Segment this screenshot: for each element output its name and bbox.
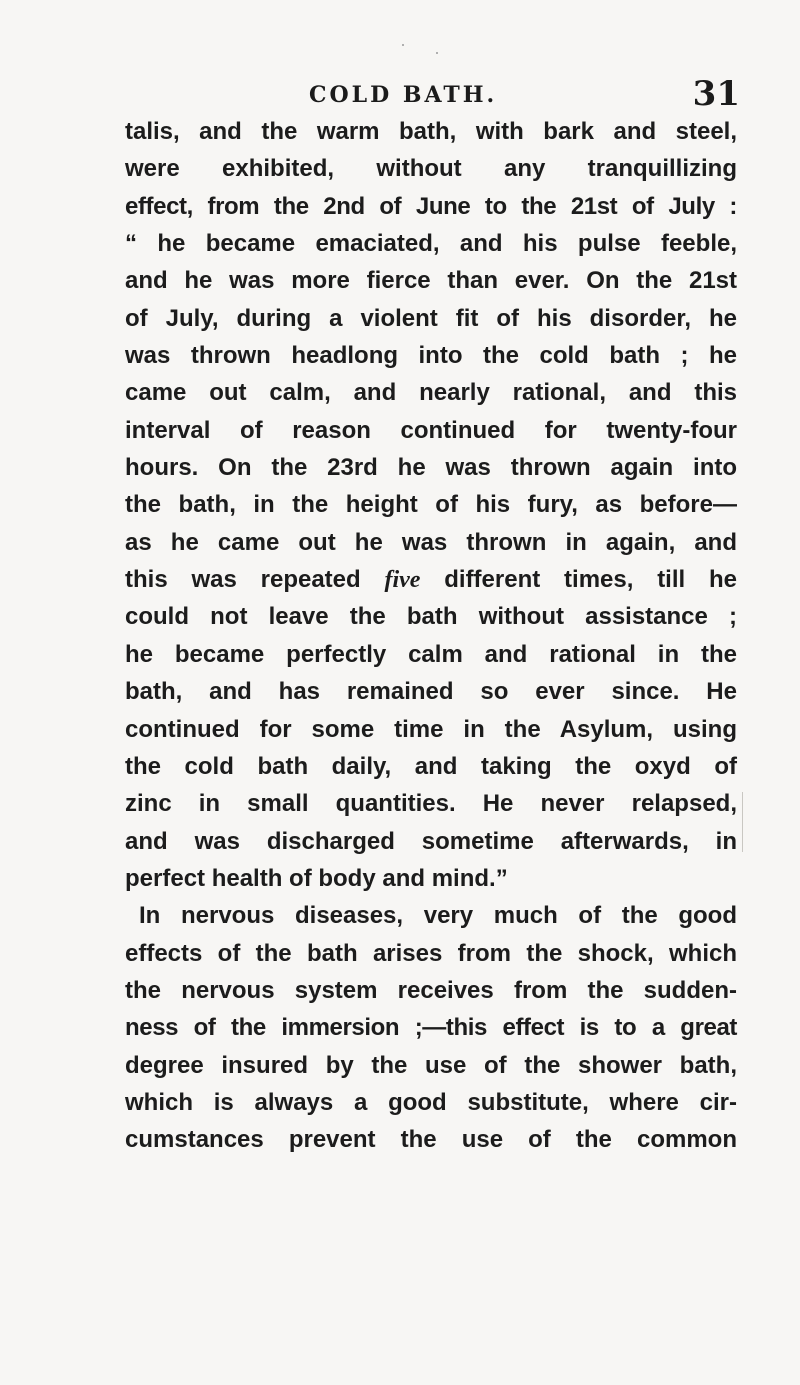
text-line: the cold bath daily, and taking the oxyd of bbox=[125, 752, 737, 780]
text-line: “ he became emaciated, and his pulse feeble, bbox=[125, 230, 737, 258]
text-line: the nervous system receives from the sudden- bbox=[125, 976, 737, 1004]
text-line: zinc in small quantities. He never relapsed, bbox=[125, 790, 737, 818]
body-text bbox=[125, 113, 737, 1159]
line-text-before: this was repeated bbox=[125, 566, 385, 594]
text-line: came out calm, and nearly rational, and this bbox=[125, 379, 737, 407]
text-line: he became perfectly calm and rational in the bbox=[125, 640, 737, 668]
paper-crease bbox=[742, 792, 743, 852]
text-line: as he came out he was thrown in again, and bbox=[125, 528, 737, 556]
text-line: In nervous diseases, very much of the good bbox=[139, 902, 737, 930]
text-line: and was discharged sometime afterwards, in bbox=[125, 827, 737, 855]
text-line: effect, from the 2nd of June to the 21st of July : bbox=[125, 192, 737, 220]
text-line: continued for some time in the Asylum, using bbox=[125, 715, 737, 743]
text-line: and he was more fierce than ever. On the 21st bbox=[125, 267, 737, 295]
paper-speck bbox=[436, 52, 438, 54]
text-line: perfect health of body and mind.” bbox=[125, 864, 508, 892]
text-line: interval of reason continued for twenty-four bbox=[125, 416, 737, 444]
text-line: hours. On the 23rd he was thrown again into bbox=[125, 454, 737, 482]
text-line: were exhibited, without any tranquillizing bbox=[125, 155, 737, 183]
page-number: 31 bbox=[692, 74, 740, 114]
text-line: the bath, in the height of his fury, as before— bbox=[125, 491, 737, 519]
italic-word: five bbox=[384, 567, 421, 594]
text-line bbox=[125, 561, 737, 598]
text-line: effects of the bath arises from the shock, which bbox=[125, 939, 737, 967]
text-line: cumstances prevent the use of the common bbox=[125, 1126, 737, 1154]
text-line: bath, and has remained so ever since. He bbox=[125, 678, 737, 706]
text-line: which is always a good substitute, where cir- bbox=[125, 1088, 737, 1116]
text-line: of July, during a violent fit of his disorder, he bbox=[125, 304, 737, 332]
text-line: talis, and the warm bath, with bark and steel, bbox=[125, 118, 737, 145]
paper-speck bbox=[402, 44, 404, 46]
line-text-after: different times, till he bbox=[420, 566, 737, 594]
running-title: COLD BATH. bbox=[309, 82, 498, 108]
text-line: could not leave the bath without assistance ; bbox=[125, 603, 737, 631]
text-line: was thrown headlong into the cold bath ; he bbox=[125, 342, 737, 370]
text-line: degree insured by the use of the shower bath, bbox=[125, 1051, 737, 1079]
text-line: ness of the immersion ;—this effect is to a great bbox=[125, 1014, 737, 1042]
